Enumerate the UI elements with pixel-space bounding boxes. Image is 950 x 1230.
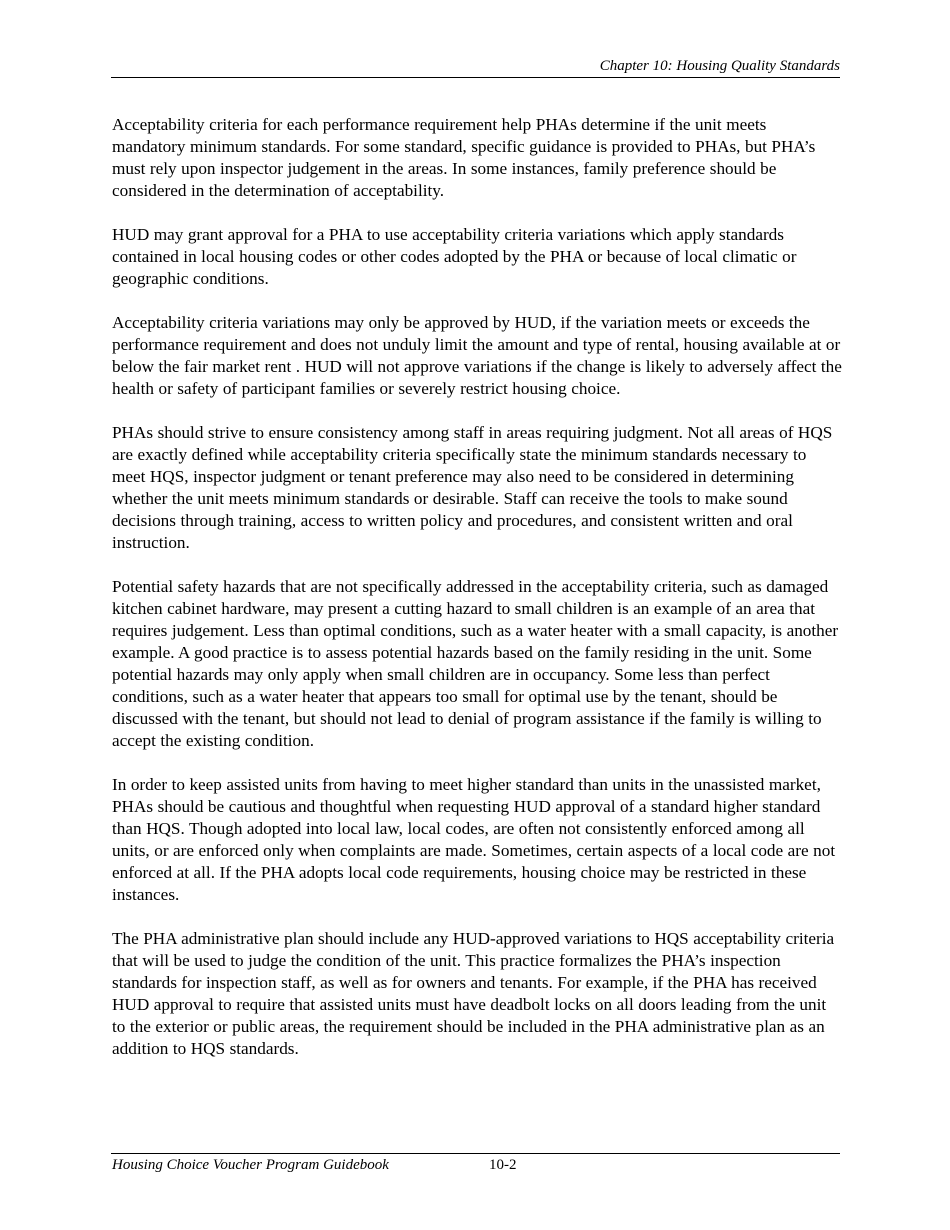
guidebook-title: Housing Choice Voucher Program Guidebook: [112, 1157, 389, 1173]
paragraph-variation-requirements: Acceptability criteria variations may only be approved by HUD, if the variation meets or exceeds the performance requirement and does not unduly limit the amount and type of rental, housing available at or below the fair market rent . HUD will not approve variations if the change is likely to adversely affect the health or safety of participant families or severely restrict housing choice.: [112, 313, 842, 398]
page-number: 10-2: [489, 1157, 517, 1173]
paragraph-staff-consistency: PHAs should strive to ensure consistency among staff in areas requiring judgment. Not all areas of HQS are exactly defined while acceptability criteria specifically state the minimum standards necessary to meet HQS, inspector judgment or tenant preference may also need to be considered in determining whether the unit meets minimum standards or desirable. Staff can receive the tools to make sound decisions through training, access to written policy and procedures, and consistent written and oral instruction.: [112, 423, 833, 552]
paragraph-administrative-plan: The PHA administrative plan should include any HUD-approved variations to HQS acceptability criteria that will be used to judge the condition of the unit. This practice formalizes the PHA’s inspection standards for inspection staff, as well as for owners and tenants. For example, if the PHA has received HUD approval to require that assisted units must have deadbolt locks on all doors leading from the unit to the exterior or public areas, the requirement should be included in the PHA administrative plan as an addition to HQS standards.: [112, 929, 835, 1058]
chapter-title: Chapter 10: Housing Quality Standards: [599, 58, 840, 74]
page-header: [111, 55, 840, 78]
paragraph-acceptability-criteria: Acceptability criteria for each performance requirement help PHAs determine if the unit meets mandatory minimum standards. For some standard, specific guidance is provided to PHAs, but PHA’s must rely upon inspector judgement in the areas. In some instances, family preference should be considered in the determination of acceptability.: [112, 115, 816, 200]
page-footer: [111, 1153, 840, 1173]
paragraph-hud-approval: HUD may grant approval for a PHA to use acceptability criteria variations which apply standards contained in local housing codes or other codes adopted by the PHA or because of local climatic or geographic conditions.: [112, 225, 797, 288]
paragraph-safety-hazards: Potential safety hazards that are not specifically addressed in the acceptability criteria, such as damaged kitchen cabinet hardware, may present a cutting hazard to small children is an example of an area that requires judgement. Less than optimal conditions, such as a water heater with a small capacity, is another example. A good practice is to assess potential hazards based on the family residing in the unit. Some potential hazards may only apply when small children are in occupancy. Some less than perfect conditions, such as a water heater that appears too small for optimal use by the tenant, should be discussed with the tenant, but should not lead to denial of program assistance if the family is willing to accept the existing condition.: [112, 577, 839, 750]
page-body: [112, 114, 842, 1082]
paragraph-higher-standards: In order to keep assisted units from having to meet higher standard than units in the unassisted market, PHAs should be cautious and thoughtful when requesting HUD approval of a standard higher standard than HQS. Though adopted into local law, local codes, are often not consistently enforced among all units, or are enforced only when complaints are made. Sometimes, certain aspects of a local code are not enforced at all. If the PHA adopts local code requirements, housing choice may be restricted in these instances.: [112, 775, 836, 904]
